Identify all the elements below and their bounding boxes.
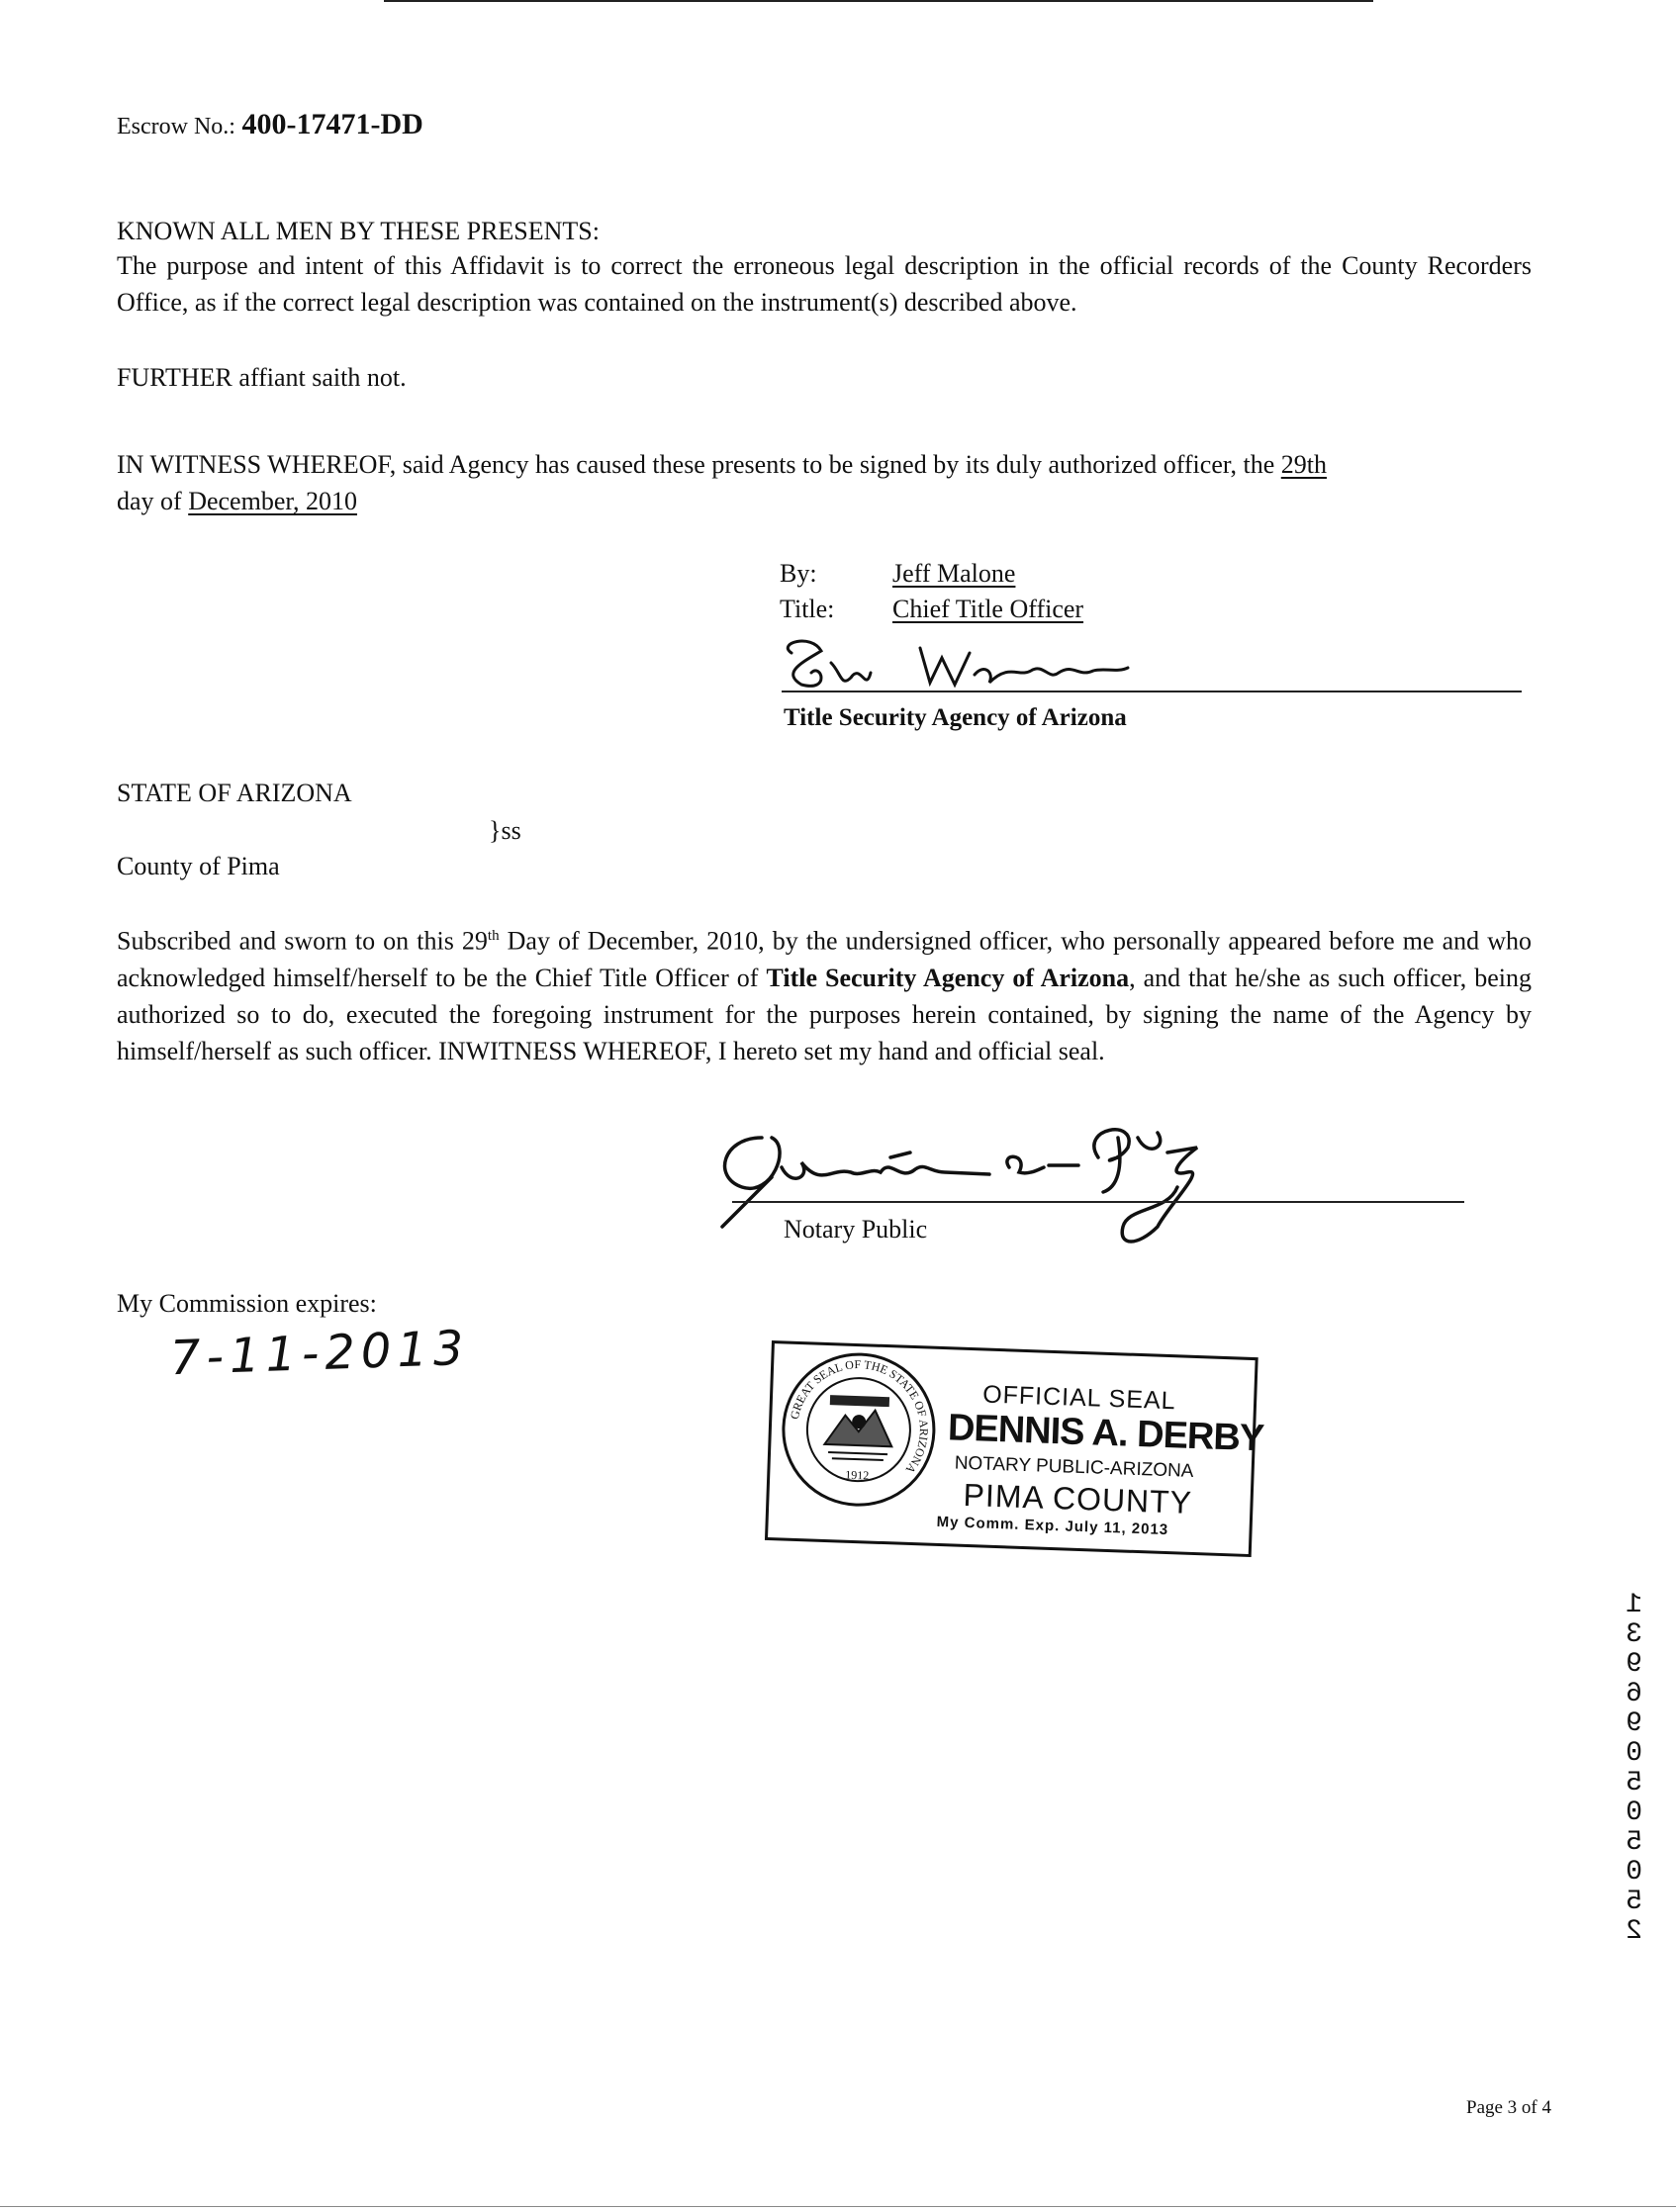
escrow-number: 400-17471-DD [241, 108, 423, 140]
notary-label: Notary Public [784, 1215, 928, 1244]
witness-date: December, 2010 [188, 487, 357, 515]
bottom-scan-line [0, 2206, 1676, 2207]
venue-ss: }ss [489, 816, 521, 845]
venue-county: County of Pima [117, 852, 280, 880]
title-value: Chief Title Officer [892, 595, 1084, 623]
top-scan-line [384, 0, 1373, 2]
jurat-text-2: Day of December, 2010, by the undersigned officer, who personally appeared before me and who acknowledged himself/herself to be the Chief Title Officer of [117, 926, 1532, 992]
venue-state: STATE OF ARIZONA [117, 779, 352, 807]
seal-name: DENNIS A. DERBY [947, 1407, 1264, 1460]
seal-year: 1912 [845, 1467, 870, 1483]
seal-county: PIMA COUNTY [963, 1476, 1193, 1521]
title-label: Title: [780, 595, 835, 623]
jurat-paragraph [117, 918, 1532, 1069]
state-seal-emblem [777, 1347, 940, 1511]
seal-expiry: My Comm. Exp. July 11, 2013 [936, 1513, 1169, 1539]
commission-label: My Commission expires: [117, 1289, 377, 1318]
commission-date-handwritten: 7-11-2013 [169, 1320, 471, 1387]
by-label: By: [780, 559, 817, 588]
page-number: Page 3 of 4 [1466, 2097, 1552, 2118]
official-seal-stamp [765, 1340, 1264, 1557]
notary-signature-line [732, 1201, 1464, 1203]
witness-day: 29th [1280, 450, 1327, 479]
seal-line3: NOTARY PUBLIC-ARIZONA [954, 1452, 1194, 1482]
escrow-line [117, 107, 423, 144]
jurat-sup: th [487, 928, 500, 944]
witness-day-of: day of [117, 487, 182, 515]
preamble-heading: KNOWN ALL MEN BY THESE PRESENTS: [117, 217, 600, 245]
jurat-text-1: Subscribed and sworn to on this 29 [117, 926, 488, 956]
company-name: Title Security Agency of Arizona [784, 704, 1127, 731]
escrow-label: Escrow No.: [117, 114, 235, 139]
jurat-text-3: , and that he/she as such officer, being authorized so to do, executed the foregoing instrument for the purposes herein contained, by signing the name of the Agency by himself/herself as such officer. INWITNESS WHEREOF, I hereto set my hand and official seal. [117, 963, 1532, 1065]
officer-signature-line [782, 691, 1522, 692]
seal-line1: OFFICIAL SEAL [981, 1380, 1177, 1416]
witness-paragraph [117, 446, 1551, 519]
seal-ring-text: GREAT SEAL OF THE STATE OF ARIZONA [787, 1357, 932, 1477]
witness-text: IN WITNESS WHEREOF, said Agency has caused these presents to be signed by its duly authorized officer, the [117, 450, 1275, 479]
jurat-company: Title Security Agency of Arizona [766, 963, 1130, 992]
purpose-paragraph: The purpose and intent of this Affidavit is to correct the erroneous legal description in the official records of the County Recorders Office, as if the correct legal description was contained on the instrument(s) described above. [117, 251, 1532, 317]
further-statement: FURTHER affiant saith not. [117, 363, 407, 392]
recording-number: 1 3 9 6 9 0 5 0 5 0 5 2 [1626, 1590, 1642, 1947]
by-value: Jeff Malone [892, 559, 1016, 588]
